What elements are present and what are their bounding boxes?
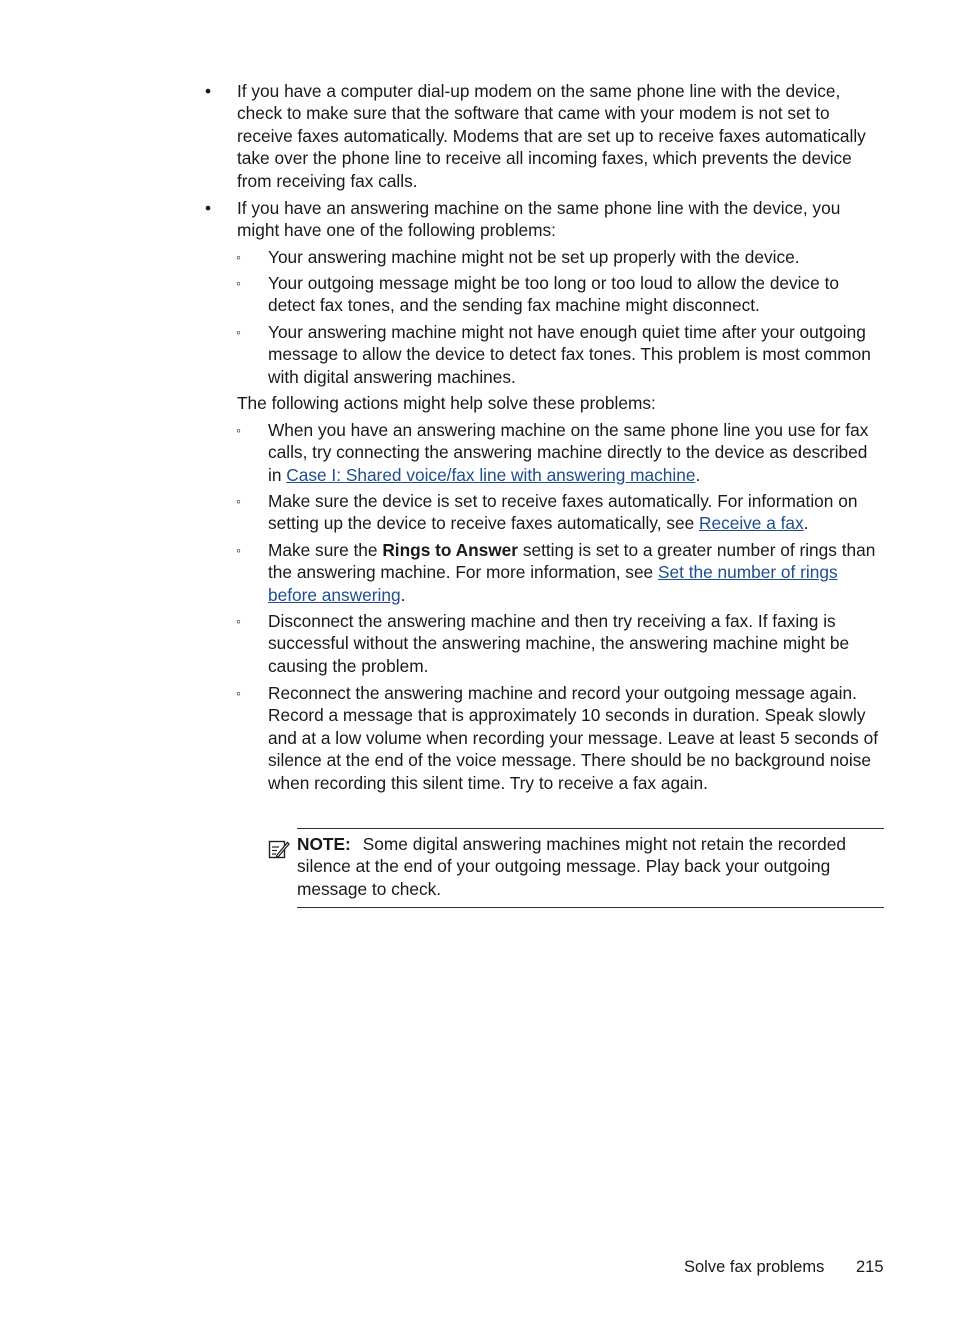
note-pencil-icon [268, 838, 290, 860]
link-case-i-shared-voice-fax[interactable]: Case I: Shared voice/fax line with answering machine [286, 464, 696, 485]
bullet-marker: • [205, 81, 212, 101]
action-text-pre: Make sure the [268, 540, 383, 560]
action-text-post: . [803, 513, 809, 534]
note-text [297, 833, 884, 900]
bullet-text: If you have a computer dial-up modem on the same phone line with the device, check to make sure that the software that came with your modem is not set to receive faxes automatically. Modems that are set up to receive faxes automatically take over the phone line to receive all incoming faxes, which prevents the device from receiving fax calls. [237, 81, 866, 191]
actions-intro-text: The following actions might help solve these problems: [237, 393, 656, 413]
action-text-pre: Make sure the device is set to receive faxes automatically. For information on setting up the device to receive faxes automatically, see [268, 491, 858, 534]
action-text-post: . [695, 464, 701, 485]
bullet-text: If you have an answering machine on the same phone line with the device, you might have one of the following problems: [237, 198, 841, 241]
link-receive-a-fax[interactable]: Receive a fax [698, 513, 804, 534]
note-label: NOTE: [297, 834, 351, 854]
sub-bullet-marker: ◦ [236, 249, 241, 265]
footer-page-number: 215 [856, 1258, 884, 1276]
footer-section-title: Solve fax problems [684, 1258, 825, 1276]
action-text [268, 419, 880, 486]
action-text-mid: setting is set to a greater number of rings than the answering machine. For more information, see [268, 540, 876, 583]
problem-text: Your answering machine might not have enough quiet time after your outgoing message to allow the device to detect fax tones. This problem is most common with digital answering machines. [268, 322, 871, 387]
problem-text: Your answering machine might not be set up properly with the device. [268, 247, 800, 267]
link-set-number-of-rings[interactable]: Set the number of rings before answering [268, 562, 838, 605]
sub-bullet-marker: ◦ [236, 324, 241, 340]
bullet-marker: • [205, 198, 212, 218]
sub-bullet-marker: ◦ [236, 493, 241, 509]
problem-text: Your outgoing message might be too long or too loud to allow the device to detect fax tones, and the sending fax machine might disconnect. [268, 273, 839, 316]
action-text-pre: When you have an answering machine on the same phone line you use for fax calls, try connecting the answering machine directly to the device as described in [268, 420, 869, 485]
sub-bullet-marker: ◦ [236, 685, 241, 701]
setting-name: Rings to Answer [382, 540, 519, 560]
sub-bullet-marker: ◦ [236, 422, 241, 438]
note-body: Some digital answering machines might not retain the recorded silence at the end of your outgoing message. Play back your outgoing message to check. [297, 834, 846, 899]
sub-bullet-marker: ◦ [236, 613, 241, 629]
action-text: Reconnect the answering machine and record your outgoing message again. Record a message that is approximately 10 seconds in duration. Speak slowly and at a low volume when recording your message. Leave at least 5 seconds of silence at the end of the voice message. There should be no background noise when recording this silent time. Try to receive a fax again. [268, 683, 878, 793]
sub-bullet-marker: ◦ [236, 275, 241, 291]
action-text: Disconnect the answering machine and then try receiving a fax. If faxing is successful without the answering machine, the answering machine might be causing the problem. [268, 611, 850, 676]
note-bottom-divider [297, 907, 884, 908]
note-top-divider [297, 828, 884, 829]
action-text-post: . [400, 584, 406, 605]
sub-bullet-marker: ◦ [236, 542, 241, 558]
note-box [268, 828, 884, 908]
action-text [268, 539, 880, 606]
action-text [268, 490, 880, 535]
